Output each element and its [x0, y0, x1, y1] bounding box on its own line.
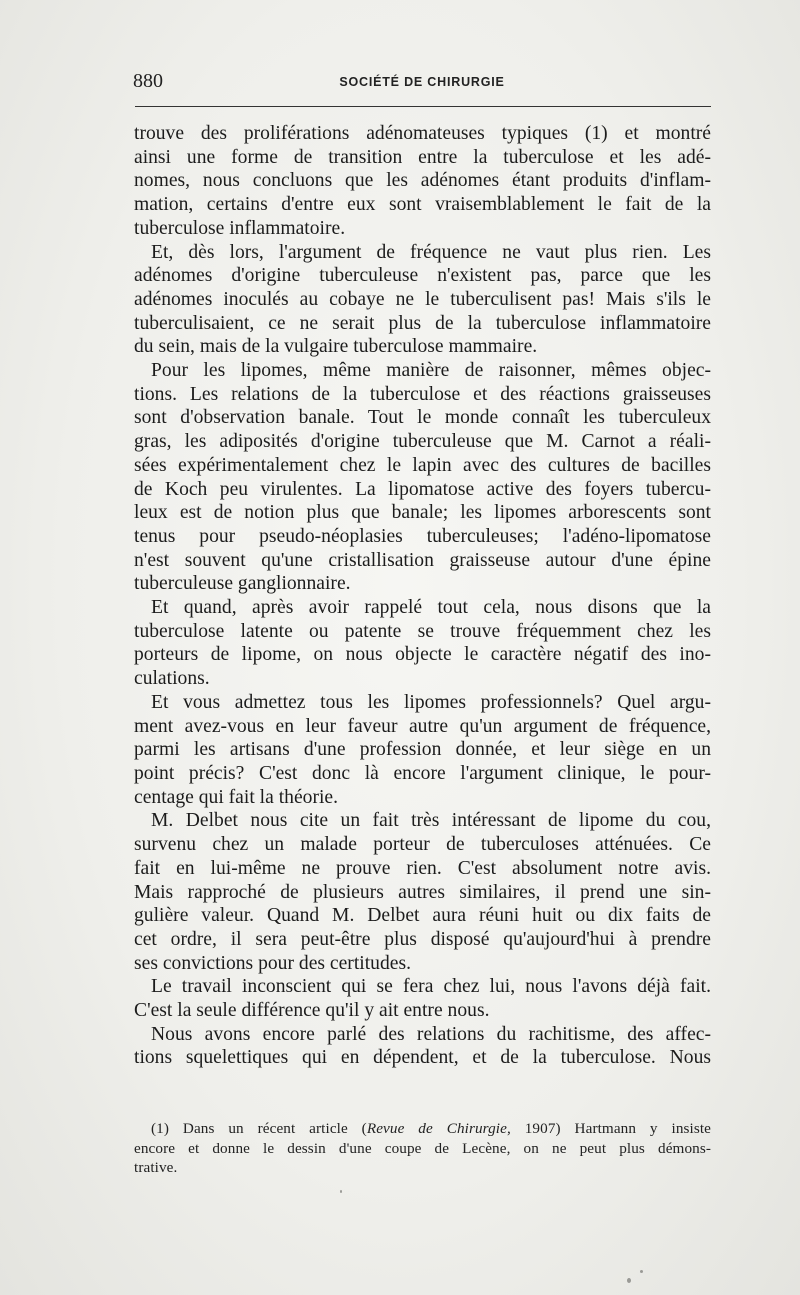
text-line: nomes, nous concluons que les adénomes étant produits d'inflam- [134, 170, 711, 192]
body-text [134, 122, 711, 1070]
text-line: Nous avons encore parlé des relations du rachitisme, des affec- [151, 1023, 711, 1045]
footnote-line: trative. [134, 1159, 178, 1176]
footnote-text: , 1907) Hartmann y insiste [506, 1120, 712, 1137]
text-line: centage qui fait la théorie. [134, 786, 339, 808]
paper-speck [640, 1270, 643, 1273]
text-line: ses convictions pour des certitudes. [134, 952, 411, 974]
text-line: culations. [134, 668, 210, 690]
page-header [133, 70, 711, 96]
text-line: parmi les artisans d'une profession donnée, et leur siège en un [134, 739, 711, 761]
footnote-text: (1) Dans un récent article ( [151, 1120, 367, 1137]
paragraph [134, 975, 711, 1022]
text-line: C'est la seule différence qu'il y ait entre nous. [134, 1000, 490, 1022]
text-line: fait en lui-même ne prouve rien. C'est absolument notre avis. [134, 857, 711, 879]
text-line: adénomes d'origine tuberculeuse n'existent pas, parce que les [134, 265, 711, 287]
text-line: du sein, mais de la vulgaire tuberculose mammaire. [134, 336, 538, 358]
paragraph [134, 691, 711, 810]
text-line: porteurs de lipome, on nous objecte le caractère négatif des ino- [134, 644, 711, 666]
header-rule [135, 106, 711, 107]
page-number: 880 [133, 70, 163, 92]
text-line: n'est souvent qu'une cristallisation graisseuse autour d'une épine [134, 549, 711, 571]
text-line: Et, dès lors, l'argument de fréquence ne vaut plus rien. Les [151, 241, 711, 263]
paragraph [134, 809, 711, 975]
text-line: tuberculose inflammatoire. [134, 217, 346, 239]
footnote-line: encore et donne le dessin d'une coupe de Lecène, on ne peut plus démons- [134, 1139, 711, 1157]
text-line: sées expérimentalement chez le lapin avec des cultures de bacilles [134, 454, 711, 476]
footnote [134, 1119, 711, 1178]
text-line: sont d'observation banale. Tout le monde connaît les tuberculeux [134, 407, 711, 429]
paper-speck [340, 1190, 342, 1193]
text-line: leux est de notion plus que banale; les lipomes arborescents sont [134, 502, 711, 524]
paragraph [134, 122, 711, 241]
running-title: SOCIÉTÉ DE CHIRURGIE [339, 75, 505, 89]
text-line: tuberculose latente ou patente se trouve fréquemment chez les [134, 620, 711, 642]
paragraph [134, 1023, 711, 1070]
text-line: Pour les lipomes, même manière de raisonner, mêmes objec- [151, 360, 711, 382]
footnote-line [134, 1119, 711, 1139]
text-line: adénomes inoculés au cobaye ne le tuberculisent pas! Mais s'ils le [134, 288, 711, 310]
text-line: ment avez-vous en leur faveur autre qu'un argument de fréquence, [134, 715, 711, 737]
paragraph [134, 241, 711, 360]
text-line: Et quand, après avoir rappelé tout cela, nous disons que la [151, 597, 711, 619]
footnote-journal-title: Revue de Chirurgie [366, 1120, 507, 1137]
paper-speck [627, 1278, 631, 1283]
text-line: tuberculeuse ganglionnaire. [134, 573, 351, 595]
paragraph [134, 596, 711, 691]
text-line: point précis? C'est donc là encore l'argument clinique, le pour- [134, 762, 711, 784]
text-line: Le travail inconscient qui se fera chez lui, nous l'avons déjà fait. [151, 976, 711, 998]
text-line: trouve des proliférations adénomateuses typiques (1) et montré [134, 123, 711, 144]
text-line: M. Delbet nous cite un fait très intéressant de lipome du cou, [151, 810, 711, 832]
text-line: tions squelettiques qui en dépendent, et de la tuberculose. Nous [134, 1047, 711, 1069]
text-line: mation, certains d'entre eux sont vraisemblablement le fait de la [134, 194, 711, 216]
text-line: gras, les adiposités d'origine tuberculeuse que M. Carnot a réali- [134, 431, 711, 453]
text-line: cet ordre, il sera peut-être plus disposé qu'aujourd'hui à prendre [134, 928, 711, 950]
text-line: Et vous admettez tous les lipomes professionnels? Quel argu- [151, 691, 711, 713]
text-line: gulière valeur. Quand M. Delbet aura réuni huit ou dix faits de [134, 905, 711, 927]
paragraph [134, 359, 711, 596]
text-line: tuberculisaient, ce ne serait plus de la tuberculose inflammatoire [134, 312, 711, 334]
text-line: survenu chez un malade porteur de tuberculoses atténuées. Ce [134, 834, 711, 856]
text-line: tions. Les relations de la tuberculose et des réactions graisseuses [134, 383, 711, 405]
text-line: Mais rapproché de plusieurs autres similaires, il prend une sin- [134, 881, 711, 903]
text-line: ainsi une forme de transition entre la tuberculose et les adé- [134, 146, 711, 168]
text-line: tenus pour pseudo-néoplasies tuberculeuses; l'adéno-lipomatose [134, 525, 711, 547]
text-line: de Koch peu virulentes. La lipomatose active des foyers tubercu- [134, 478, 711, 500]
